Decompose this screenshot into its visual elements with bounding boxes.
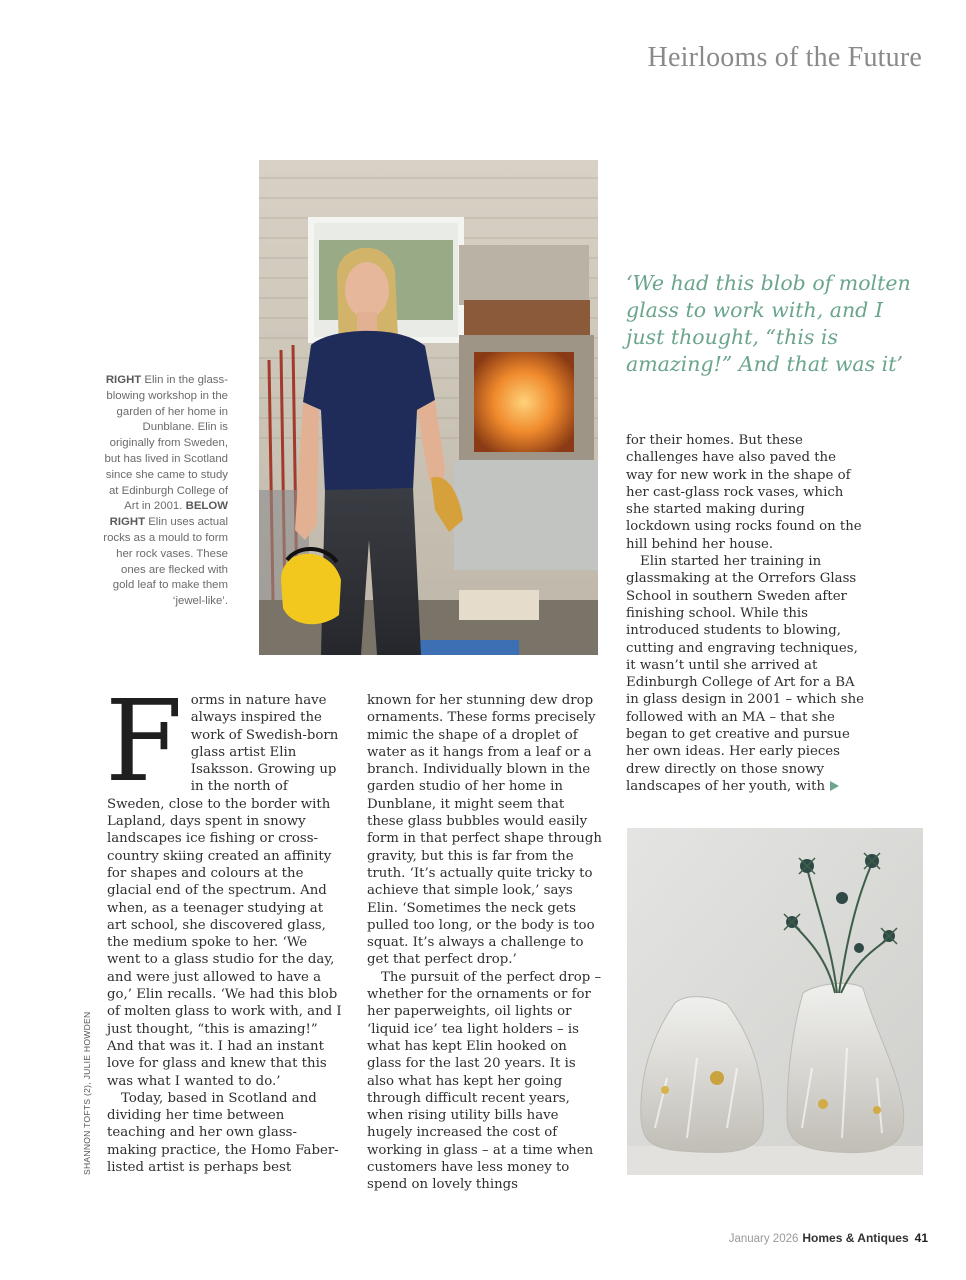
- article-column-3: [626, 432, 866, 795]
- article-column-2: [367, 692, 603, 1194]
- article-paragraph: Today, based in Scotland and dividing her time between teaching and her own glass-making practice, the Homo Faber-listed artist is perhaps best: [107, 1090, 339, 1176]
- photo-credit: SHANNON TOFTS (2), JULIE HOWDEN: [82, 1011, 92, 1175]
- caption-label-below-right: BELOW RIGHT: [109, 500, 228, 529]
- photo-caption: [100, 373, 228, 610]
- article-paragraph: for their homes. But these challenges have also paved the way for new work in the shape of her cast-glass rock vases, which she started making during lockdown using rocks found on the hill behind her house.: [626, 433, 862, 552]
- caption-text-right: Elin in the glass-blowing workshop in the garden of her home in Dunblane. Elin is originally from Sweden, but has lived in Scotland since she came to study at Edinburgh College of Art in 2001.: [104, 374, 228, 513]
- caption-label-right: RIGHT: [105, 374, 142, 386]
- workshop-photo: [259, 160, 598, 655]
- caption-text-below-right: Elin uses actual rocks as a mould to form her rock vases. These ones are flecked with gold leaf to make them ‘jewel-like’.: [103, 516, 228, 608]
- page-number: 41: [914, 1231, 928, 1245]
- section-title: Heirlooms of the Future: [647, 42, 922, 73]
- pull-quote: ‘We had this blob of molten glass to work with, and I just thought, “this is amazing!” And that was it’: [626, 271, 911, 376]
- article-paragraph-with-arrow: [626, 553, 866, 795]
- article-paragraph: known for her stunning dew drop ornaments. These forms precisely mimic the shape of a droplet of water as it hangs from a leaf or a branch. Individually blown in the garden studio of her home in Dunblane, it might seem that these glass bubbles would easily form in that perfect shape through gravity, but this is far from the truth. ‘It’s actually quite tricky to achieve that simple look,’ says Elin. ‘Sometimes the neck gets pulled too long, or the body is too squat. It’s always a challenge to get that perfect drop.’: [367, 693, 602, 968]
- magazine-name: Homes & Antiques: [802, 1231, 909, 1245]
- article-paragraph: The pursuit of the perfect drop – whether for the ornaments or for her paperweights, oil lights or ‘liquid ice’ tea light holders – is what has kept Elin hooked on glass for the last 20 years. It is also what has kept her going through difficult recent years, when rising utility bills have hugely increased the cost of working in glass – at a time when customers have less money to spend on lovely things: [367, 969, 602, 1193]
- article-paragraph: Elin started her training in glassmaking at the Orrefors Glass School in southern Sweden after finishing school. While this introduced students to blowing, cutting and engraving techniques, it wasn’t until she arrived at Edinburgh College of Art for a BA in glass design in 2001 – which she followed with an MA – that she began to get creative and pursue her own ideas. Her early pieces drew directly on those snowy landscapes of her youth, with: [626, 554, 865, 794]
- article-column-1: [105, 677, 343, 1176]
- article-paragraph: orms in nature have always inspired the work of Swedish-born glass artist Elin Isaksson. Growing up in the north of Sweden, close to the border with Lapland, days spent in snowy landscapes ice fishing or cross-country skiing created an affinity for shapes and colours at the glacial end of the spectrum. And when, as a teenager studying at art school, she discovered glass, the medium spoke to her. ‘We went to a glass studio for the day, and were just allowed to have a go,’ Elin recalls. ‘We had this blob of molten glass to work with, and I just thought, “this is amazing!” And that was it. I had an instant love for glass and knew that this was what I wanted to do.’: [107, 693, 342, 1089]
- drop-cap: F: [105, 677, 183, 807]
- issue-date: January 2026: [728, 1233, 799, 1245]
- page-footer: [729, 1231, 928, 1245]
- continue-arrow-icon: [830, 781, 839, 791]
- rock-vases-photo: [627, 828, 923, 1175]
